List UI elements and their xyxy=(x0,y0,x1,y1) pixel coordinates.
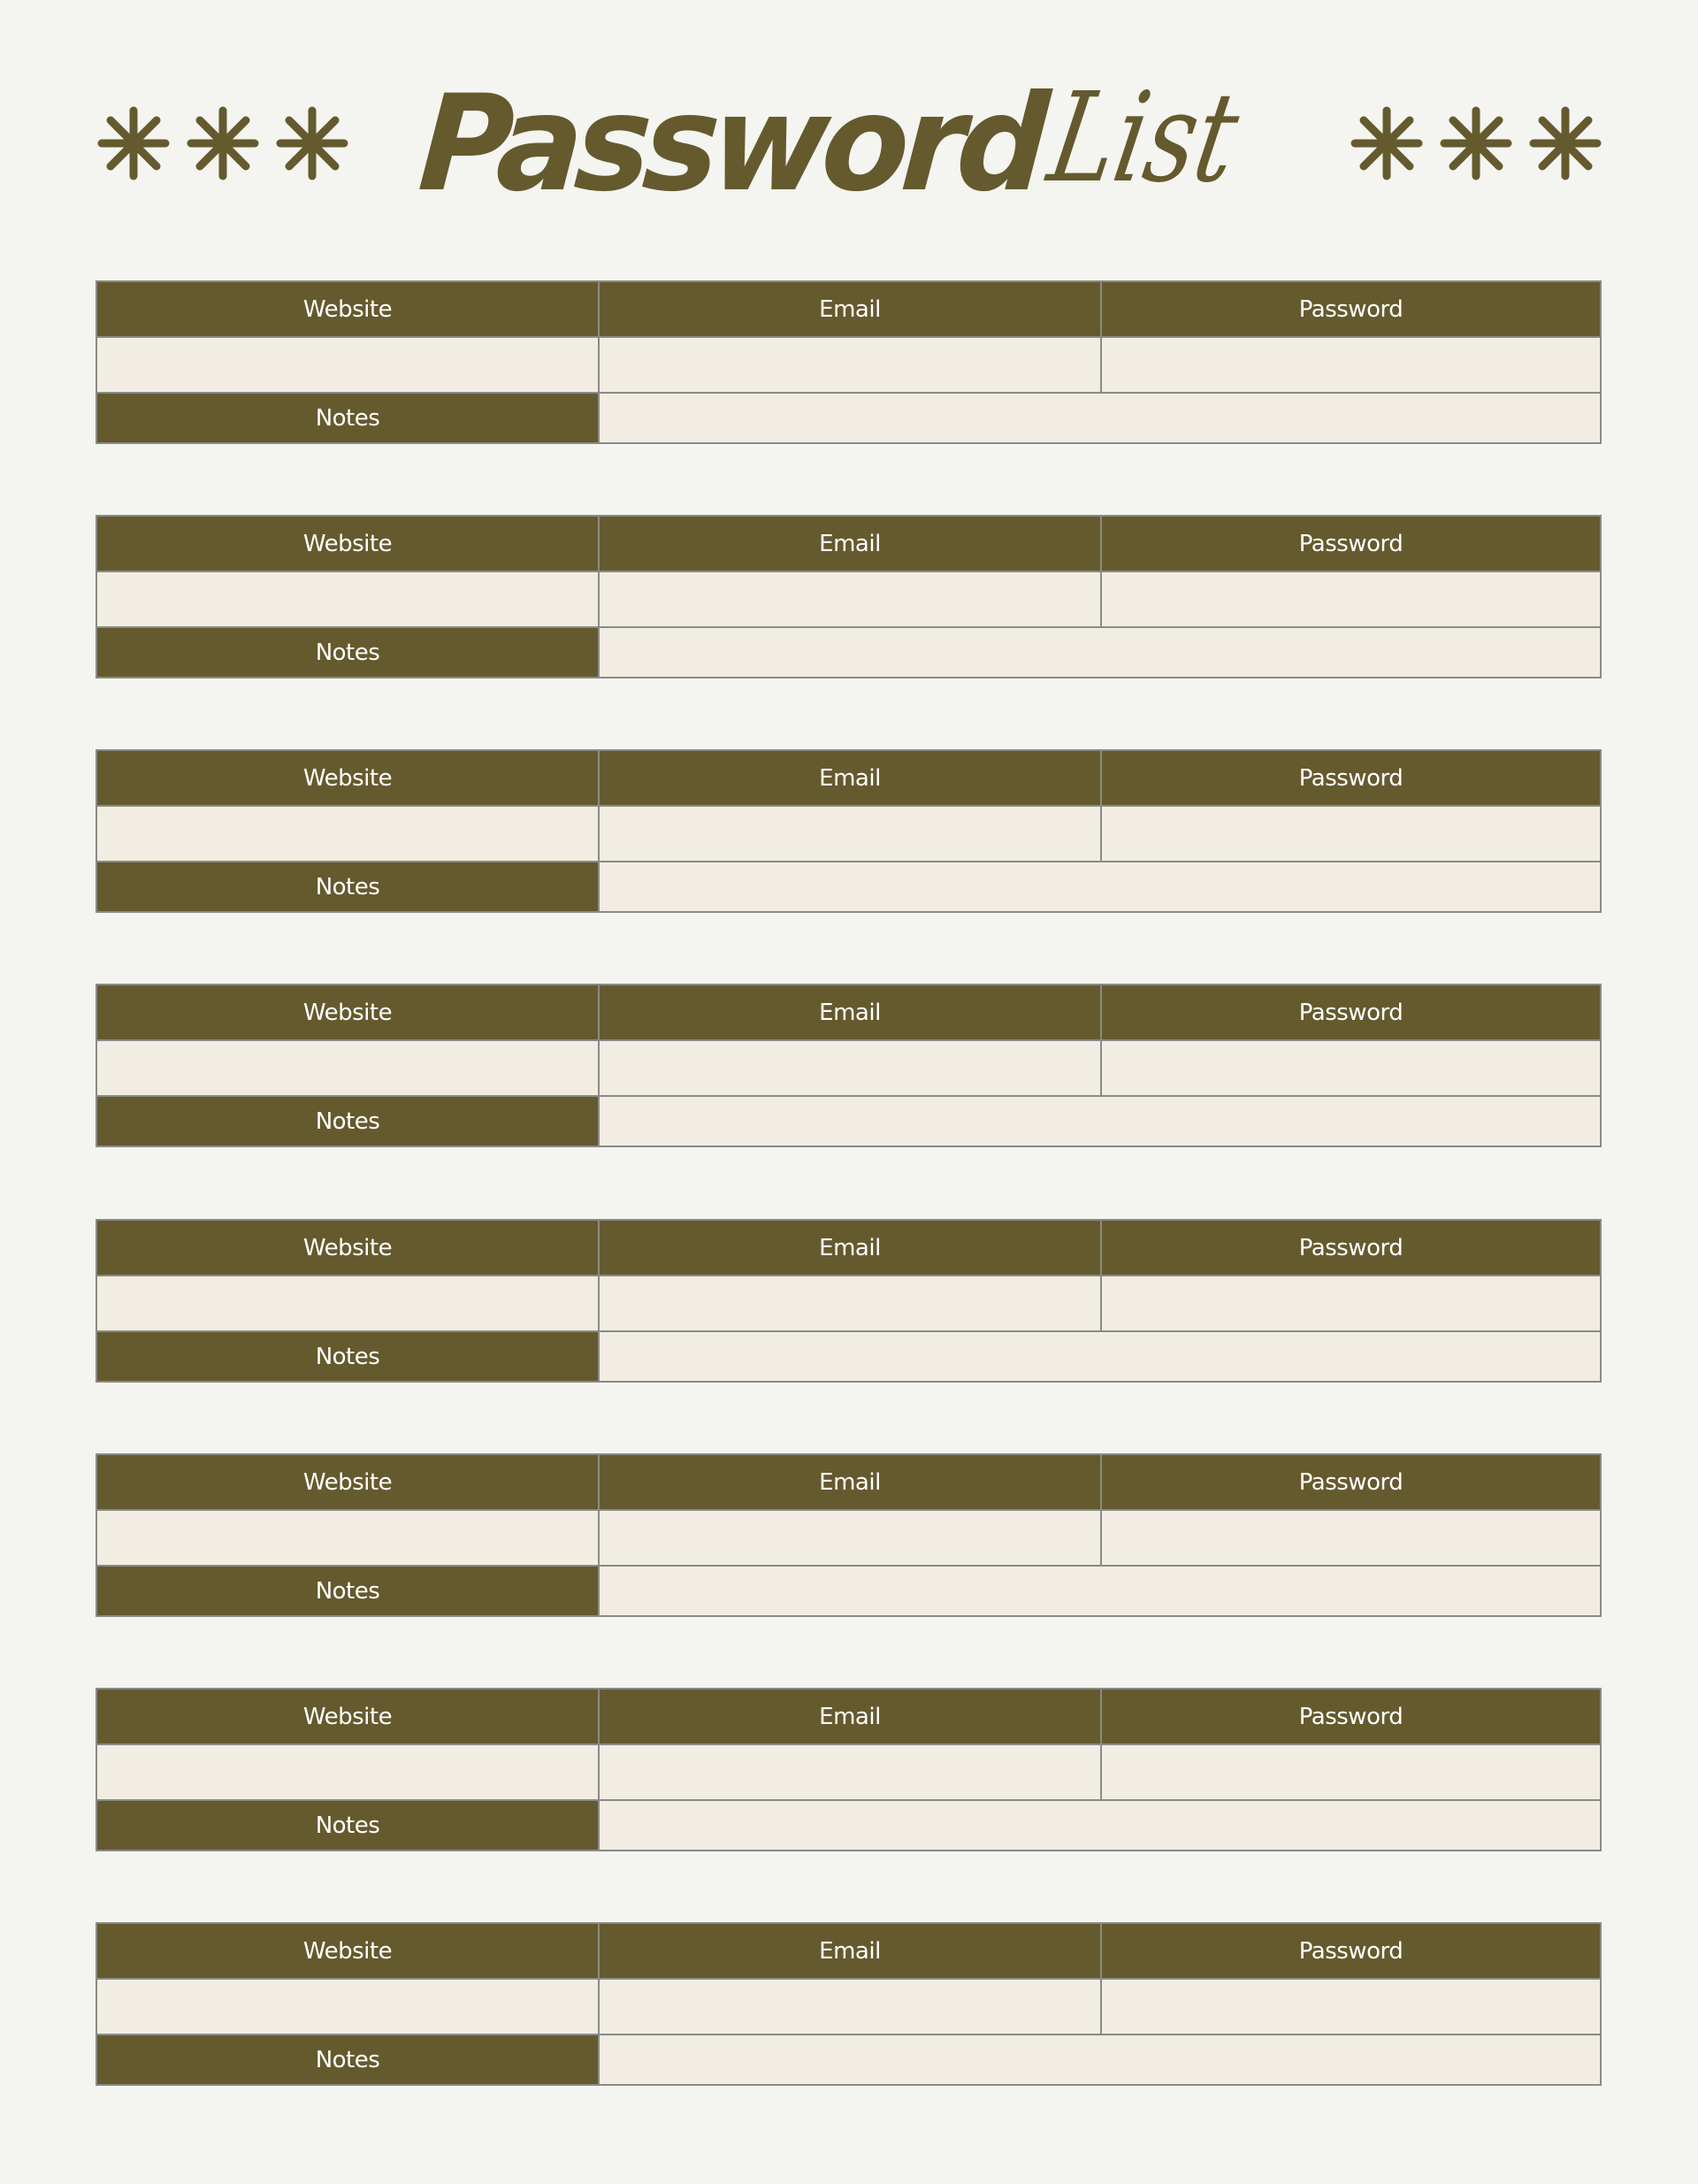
email-field[interactable] xyxy=(600,1980,1100,2034)
password-field[interactable] xyxy=(1102,1276,1600,1330)
password-entry-table xyxy=(96,515,1602,678)
password-header: Password xyxy=(1102,282,1600,336)
website-field[interactable] xyxy=(97,1745,598,1799)
asterisk-icon xyxy=(97,106,170,180)
email-field[interactable] xyxy=(600,1276,1100,1330)
notes-field[interactable] xyxy=(600,862,1600,911)
notes-field[interactable] xyxy=(600,2035,1600,2084)
notes-header: Notes xyxy=(97,2035,598,2084)
asterisk-icon xyxy=(187,106,259,180)
website-header: Website xyxy=(97,1690,598,1743)
website-header: Website xyxy=(97,1924,598,1978)
password-field[interactable] xyxy=(1102,338,1600,392)
website-field[interactable] xyxy=(97,1511,598,1565)
email-field[interactable] xyxy=(600,1511,1100,1565)
password-field[interactable] xyxy=(1102,807,1600,861)
notes-header: Notes xyxy=(97,862,598,911)
email-header: Email xyxy=(600,985,1100,1039)
website-field[interactable] xyxy=(97,338,598,392)
password-entry-table xyxy=(96,280,1602,444)
notes-field[interactable] xyxy=(600,1332,1600,1381)
notes-field[interactable] xyxy=(600,1801,1600,1850)
email-header: Email xyxy=(600,751,1100,805)
password-field[interactable] xyxy=(1102,572,1600,626)
password-field[interactable] xyxy=(1102,1980,1600,2034)
page-header xyxy=(0,0,1698,265)
asterisk-decoration-left xyxy=(97,106,348,180)
notes-header: Notes xyxy=(97,1097,598,1146)
email-header: Email xyxy=(600,1924,1100,1978)
website-field[interactable] xyxy=(97,807,598,861)
password-header: Password xyxy=(1102,751,1600,805)
password-entry-table xyxy=(96,1219,1602,1383)
email-field[interactable] xyxy=(600,807,1100,861)
website-field[interactable] xyxy=(97,1276,598,1330)
website-field[interactable] xyxy=(97,1980,598,2034)
password-header: Password xyxy=(1102,985,1600,1039)
website-header: Website xyxy=(97,517,598,571)
email-field[interactable] xyxy=(600,1041,1100,1095)
website-header: Website xyxy=(97,751,598,805)
asterisk-icon xyxy=(1529,106,1602,180)
notes-field[interactable] xyxy=(600,394,1600,442)
notes-header: Notes xyxy=(97,394,598,442)
asterisk-decoration-right xyxy=(1350,106,1602,180)
notes-field[interactable] xyxy=(600,1567,1600,1615)
password-header: Password xyxy=(1102,1924,1600,1978)
password-field[interactable] xyxy=(1102,1745,1600,1799)
website-header: Website xyxy=(97,1455,598,1509)
title-script-word: List xyxy=(1039,66,1249,211)
password-entry-table xyxy=(96,984,1602,1147)
website-header: Website xyxy=(97,282,598,336)
password-header: Password xyxy=(1102,517,1600,571)
website-header: Website xyxy=(97,985,598,1039)
asterisk-icon xyxy=(1440,106,1512,180)
title-bold-word: Password xyxy=(414,67,1046,221)
email-header: Email xyxy=(600,282,1100,336)
asterisk-icon xyxy=(1350,106,1423,180)
notes-field[interactable] xyxy=(600,1097,1600,1146)
notes-header: Notes xyxy=(97,628,598,677)
email-header: Email xyxy=(600,1221,1100,1275)
email-header: Email xyxy=(600,1455,1100,1509)
notes-header: Notes xyxy=(97,1801,598,1850)
website-field[interactable] xyxy=(97,1041,598,1095)
website-field[interactable] xyxy=(97,572,598,626)
email-field[interactable] xyxy=(600,1745,1100,1799)
password-entry-table xyxy=(96,1688,1602,1851)
email-header: Email xyxy=(600,517,1100,571)
notes-header: Notes xyxy=(97,1567,598,1615)
notes-header: Notes xyxy=(97,1332,598,1381)
password-header: Password xyxy=(1102,1221,1600,1275)
password-header: Password xyxy=(1102,1690,1600,1743)
asterisk-icon xyxy=(276,106,348,180)
email-field[interactable] xyxy=(600,338,1100,392)
password-entry-table xyxy=(96,1922,1602,2086)
website-header: Website xyxy=(97,1221,598,1275)
password-entry-table xyxy=(96,749,1602,913)
password-field[interactable] xyxy=(1102,1041,1600,1095)
password-header: Password xyxy=(1102,1455,1600,1509)
email-field[interactable] xyxy=(600,572,1100,626)
password-entry-table xyxy=(96,1453,1602,1617)
notes-field[interactable] xyxy=(600,628,1600,677)
email-header: Email xyxy=(600,1690,1100,1743)
password-field[interactable] xyxy=(1102,1511,1600,1565)
